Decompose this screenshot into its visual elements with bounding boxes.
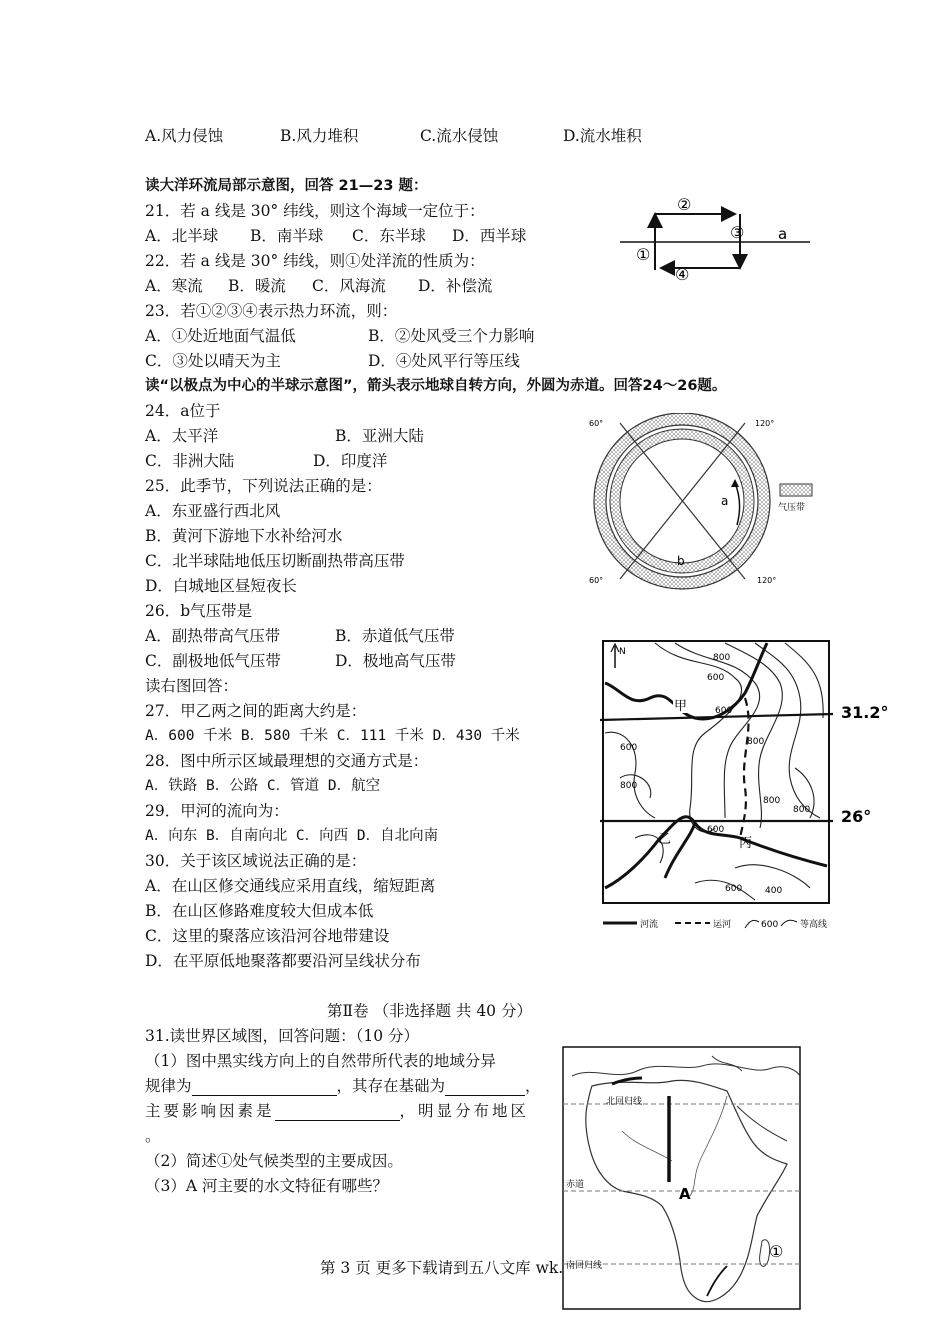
polar-label-b: b — [677, 554, 685, 568]
north-label: N — [619, 647, 626, 657]
q31-sub1-line2: 规律为 ，其存在基础为 ， — [145, 1077, 541, 1095]
svg-text:800: 800 — [763, 796, 781, 806]
latitude-label-31: 31.2° — [841, 703, 889, 722]
q26-option-c: C．副极地低气压带 — [145, 652, 281, 670]
ocean-heading: 读大洋环流局部示意图，回答 21—23 题： — [145, 178, 428, 194]
q27-text: 27．甲乙两之间的距离大约是： — [145, 702, 367, 720]
svg-text:600: 600 — [707, 673, 725, 683]
svg-text:600: 600 — [707, 825, 725, 835]
svg-text:800: 800 — [713, 653, 731, 663]
q24-option-d: D．印度洋 — [313, 452, 388, 470]
tropic-n-label: 北回归线 — [606, 1097, 643, 1107]
svg-text:河流: 河流 — [640, 920, 659, 930]
q20-option-b: B.风力堆积 — [280, 127, 359, 145]
q22-option-b: B．暖流 — [228, 277, 286, 295]
q20-option-c: C.流水侵蚀 — [420, 127, 499, 145]
label-2: ② — [677, 195, 692, 214]
q31-sub3: （3）A 河主要的水文特征有哪些？ — [145, 1177, 388, 1195]
polar-hemisphere-diagram — [585, 413, 820, 593]
svg-text:等高线: 等高线 — [800, 920, 828, 930]
ocean-current-diagram — [615, 190, 815, 290]
latitude-label-26: 26° — [841, 807, 872, 826]
q29-text: 29．甲河的流向为： — [145, 802, 289, 820]
place-yi: 乙 — [658, 832, 672, 847]
svg-text:600: 600 — [761, 920, 779, 930]
q27-options: A．600 千米 B．580 千米 C．111 千米 D．430 千米 — [145, 728, 520, 744]
q25-option-c: C．北半球陆地低压切断副热带高压带 — [145, 552, 405, 570]
contour-map — [595, 638, 895, 938]
polar-heading: 读“以极点为中心的半球示意图”，箭头表示地球自转方向，外圆为赤道。回答24～26题。 — [145, 378, 727, 394]
q21-option-c: C．东半球 — [352, 227, 426, 245]
q22-option-c: C．风海流 — [312, 277, 386, 295]
svg-text:600: 600 — [725, 884, 743, 894]
q25-option-a: A．东亚盛行西北风 — [145, 502, 281, 520]
label-3: ③ — [730, 223, 745, 242]
polar-label-a: a — [721, 494, 729, 508]
label-A: A — [679, 1185, 691, 1203]
answer-blank-1[interactable] — [192, 1079, 337, 1096]
q21-option-a: A．北半球 — [145, 227, 219, 245]
pressure-belt-legend: 气压带 — [778, 503, 806, 513]
q30-option-c: C．这里的聚落应该沿河谷地带建设 — [145, 927, 390, 945]
q23-option-b: B．②处风受三个力影响 — [368, 327, 535, 345]
deg-top-left: 60° — [589, 419, 604, 428]
label-circle-1: ① — [769, 1242, 784, 1261]
answer-blank-3[interactable] — [275, 1104, 400, 1121]
equator-label: 赤道 — [566, 1180, 585, 1190]
q23-option-c: C．③处以晴天为主 — [145, 352, 281, 370]
q29-options: A．向东 B．自南向北 C．向西 D．自北向南 — [145, 828, 439, 844]
label-4: ④ — [675, 265, 690, 284]
deg-bottom-left: 60° — [589, 576, 604, 585]
label-1: ① — [636, 245, 651, 264]
q26-text: 26．b气压带是 — [145, 602, 253, 620]
q31-sub1-line1: （1）图中黑实线方向上的自然带所代表的地域分异 — [145, 1052, 496, 1070]
q21-option-b: B．南半球 — [250, 227, 324, 245]
deg-top-right: 120° — [755, 419, 775, 428]
tropic-s-label: 南回归线 — [566, 1261, 603, 1271]
q24-option-a: A．太平洋 — [145, 427, 219, 445]
contour-map-legend — [603, 918, 827, 930]
q31-sub1-line4: 。 — [145, 1127, 161, 1145]
q24-option-c: C．非洲大陆 — [145, 452, 235, 470]
svg-text:800: 800 — [793, 805, 811, 815]
africa-map — [562, 1046, 804, 1312]
place-bing: 丙 — [739, 836, 753, 851]
q26-option-a: A．副热带高气压带 — [145, 627, 281, 645]
q22-option-d: D．补偿流 — [418, 277, 493, 295]
svg-text:600: 600 — [715, 706, 733, 716]
contour-heading: 读右图回答： — [145, 677, 239, 695]
q23-option-a: A．①处近地面气温低 — [145, 327, 296, 345]
q20-option-d: D.流水堆积 — [563, 127, 642, 145]
q30-option-a: A．在山区修交通线应采用直线，缩短距离 — [145, 877, 436, 895]
q25-option-b: B．黄河下游地下水补给河水 — [145, 527, 343, 545]
q28-options: A．铁路 B．公路 C．管道 D．航空 — [145, 778, 381, 794]
answer-blank-2[interactable] — [445, 1079, 525, 1096]
svg-text:运河: 运河 — [713, 920, 732, 930]
q26-option-d: D．极地高气压带 — [335, 652, 456, 670]
label-a: a — [778, 225, 788, 243]
svg-text:800: 800 — [747, 737, 765, 747]
q26-option-b: B．赤道低气压带 — [335, 627, 455, 645]
q31-text: 31.读世界区域图，回答问题：（10 分） — [145, 1027, 420, 1045]
q23-option-d: D．④处风平行等压线 — [368, 352, 520, 370]
q30-option-b: B．在山区修路难度较大但成本低 — [145, 902, 374, 920]
q22-option-a: A．寒流 — [145, 277, 203, 295]
q30-text: 30．关于该区域说法正确的是： — [145, 852, 367, 870]
part2-title: 第Ⅱ卷 （非选择题 共 40 分） — [327, 1002, 532, 1020]
pressure-belt-legend-swatch — [780, 484, 812, 496]
place-jia: 甲 — [674, 699, 688, 714]
q31-sub2: （2）简述①处气候类型的主要成因。 — [145, 1152, 403, 1170]
q20-option-a: A.风力侵蚀 — [145, 127, 224, 145]
q24-text: 24．a位于 — [145, 402, 221, 420]
q28-text: 28．图中所示区域最理想的交通方式是： — [145, 752, 429, 770]
q23-text: 23．若①②③④表示热力环流，则： — [145, 302, 398, 320]
q21-option-d: D．西半球 — [452, 227, 527, 245]
q25-option-d: D．白城地区昼短夜长 — [145, 577, 297, 595]
svg-text:800: 800 — [620, 781, 638, 791]
q21-text: 21．若 a 线是 30° 纬线，则这个海域一定位于： — [145, 202, 485, 220]
deg-bottom-right: 120° — [757, 576, 777, 585]
q22-text: 22．若 a 线是 30° 纬线，则①处洋流的性质为： — [145, 252, 485, 270]
svg-text:400: 400 — [765, 886, 783, 896]
page-footer: 第 3 页 更多下载请到五八文库 wk. — [320, 1259, 564, 1277]
q25-text: 25．此季节，下列说法正确的是： — [145, 477, 382, 495]
q30-option-d: D．在平原低地聚落都要沿河呈线状分布 — [145, 952, 421, 970]
q31-sub1-line3: 主要影响因素是 ，明显分布地区 — [145, 1102, 530, 1120]
svg-text:600: 600 — [620, 743, 638, 753]
q24-option-b: B．亚洲大陆 — [335, 427, 424, 445]
